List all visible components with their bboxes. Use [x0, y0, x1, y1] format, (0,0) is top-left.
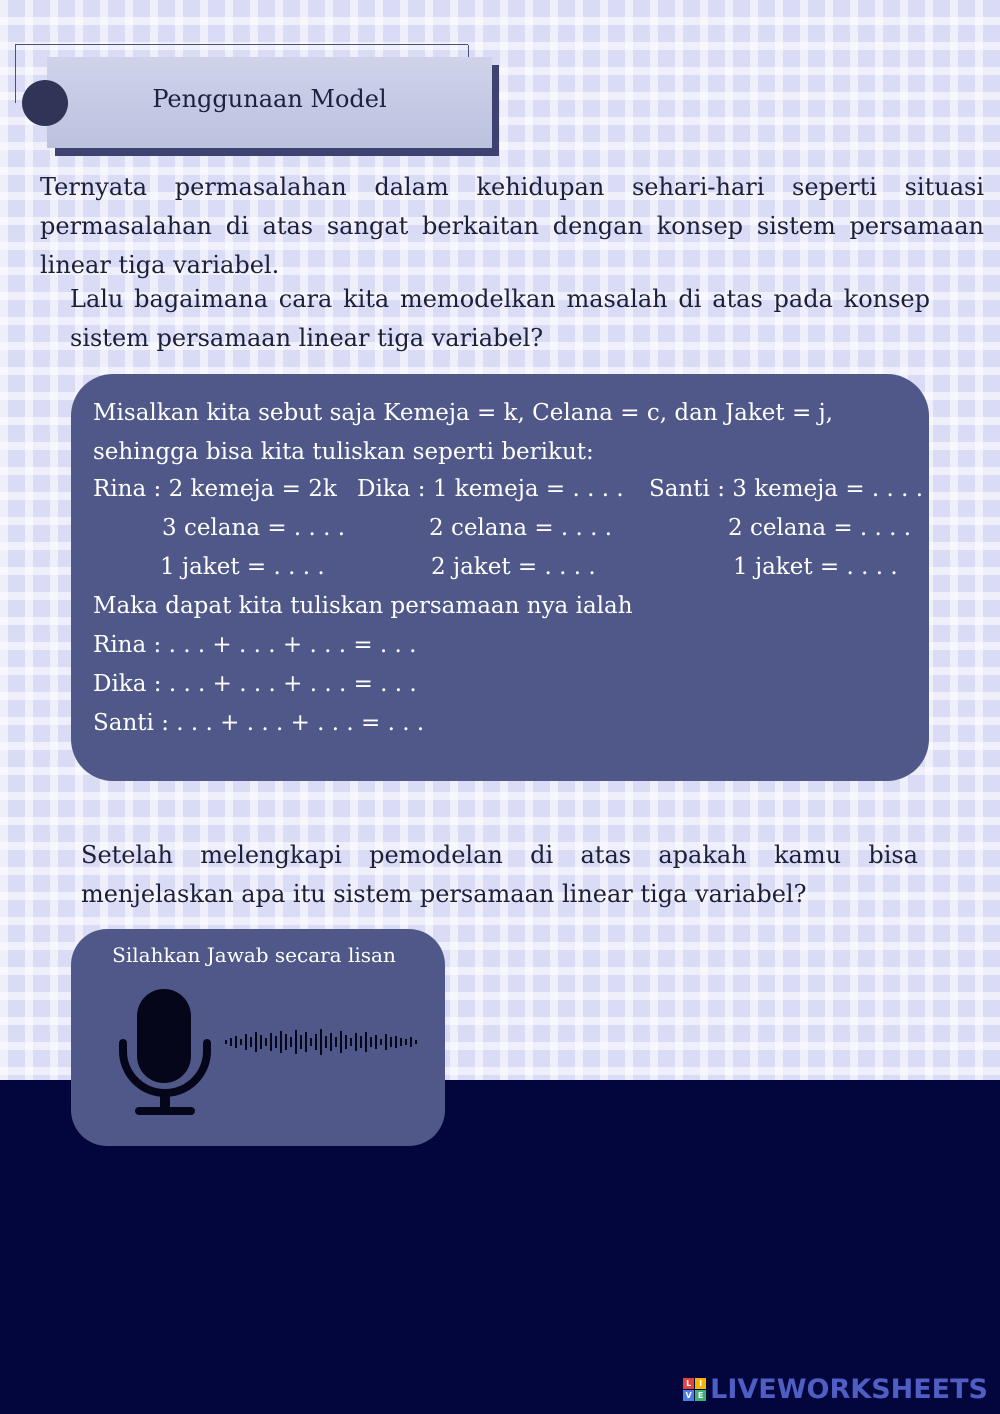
dika-kemeja: Dika : 1 kemeja = . . . .	[357, 476, 624, 502]
liveworksheets-logo-icon	[683, 1378, 706, 1401]
brand-text: LIVEWORKSHEETS	[710, 1374, 988, 1405]
answer-label: Silahkan Jawab secara lisan	[112, 943, 396, 967]
equation-rina: Rina : . . . + . . . + . . . = . . .	[93, 632, 417, 658]
oral-answer-card	[71, 929, 445, 1146]
header-dot	[22, 80, 68, 126]
intro-paragraph: Ternyata permasalahan dalam kehidupan sehari-hari seperti situasi permasalahan di atas sangat berkaitan dengan konsep sistem persamaan linear tiga variabel.	[40, 173, 984, 279]
logo-letter-l: L	[683, 1378, 694, 1389]
rina-celana: 3 celana = . . . .	[162, 515, 346, 541]
equation-santi: Santi : . . . + . . . + . . . = . . .	[93, 710, 425, 736]
santi-kemeja: Santi : 3 kemeja = . . . .	[649, 476, 924, 502]
rina-kemeja: Rina : 2 kemeja = 2k	[93, 476, 337, 502]
logo-letter-i: I	[695, 1378, 706, 1389]
question-paragraph: Lalu bagaimana cara kita memodelkan masalah di atas pada konsep sistem persamaan linear tiga variabel?	[70, 285, 930, 352]
dika-jaket: 2 jaket = . . . .	[431, 554, 596, 580]
equations-title: Maka dapat kita tuliskan persamaan nya ialah	[93, 593, 633, 619]
santi-jaket: 1 jaket = . . . .	[733, 554, 898, 580]
page-title: Penggunaan Model	[152, 84, 387, 113]
equation-dika: Dika : . . . + . . . + . . . = . . .	[93, 671, 417, 697]
microphone-icon[interactable]	[117, 987, 213, 1119]
rina-jaket: 1 jaket = . . . .	[160, 554, 325, 580]
model-intro: Misalkan kita sebut saja Kemeja = k, Celana = c, dan Jaket = j, sehingga bisa kita tuliskan seperti berikut:	[93, 400, 833, 465]
header-box	[47, 57, 492, 148]
santi-celana: 2 celana = . . . .	[728, 515, 912, 541]
reflection-question: Setelah melengkapi pemodelan di atas apakah kamu bisa menjelaskan apa itu sistem persamaan linear tiga variabel?	[81, 841, 918, 908]
dika-celana: 2 celana = . . . .	[429, 515, 613, 541]
logo-letter-e: E	[695, 1390, 706, 1401]
sound-wave-icon	[223, 1025, 419, 1059]
liveworksheets-brand	[683, 1374, 988, 1405]
model-card	[71, 374, 929, 781]
logo-letter-v: V	[683, 1390, 694, 1401]
